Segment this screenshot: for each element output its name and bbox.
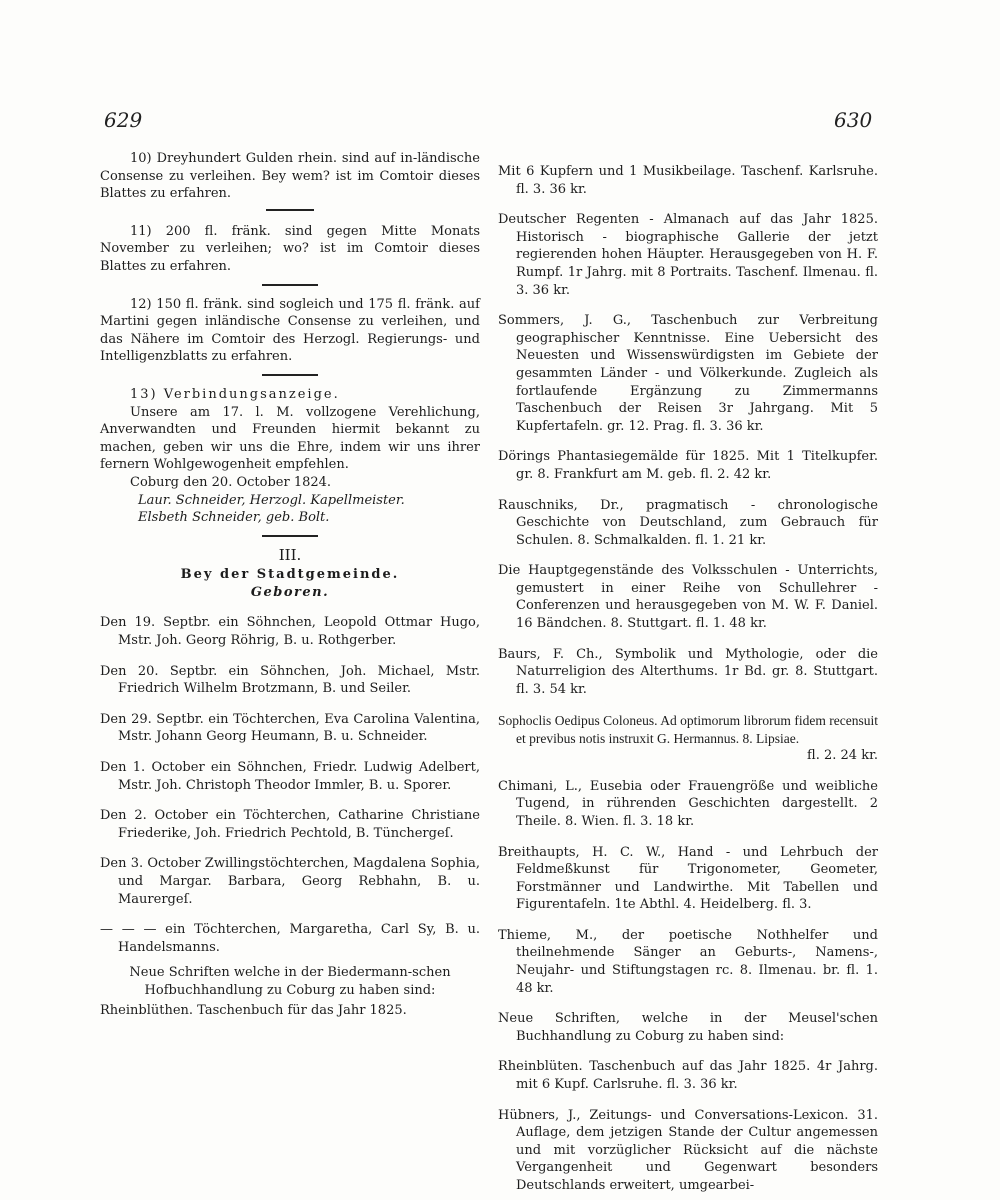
book-entry: Rauschniks, Dr., pragmatisch - chronologische Geschichte von Deutschland, zum Gebrauch für Schulen. 8. Schmalkalden. fl. 1. 21 kr. xyxy=(498,497,878,548)
latin-book-price: fl. 2. 24 kr. xyxy=(807,748,878,764)
section-subtitle: Geboren. xyxy=(250,584,330,600)
notice-11: 11) 200 fl. fränk. sind gegen Mitte Monats November zu verleihen; wo? ist im Comtoir dieses Blattes zu erfahren. xyxy=(100,223,480,274)
book-entry: Baurs, F. Ch., Symbolik und Mythologie, oder die Naturreligion des Alterthums. 1r Bd. gr. 8. Stuttgart. fl. 3. 54 kr. xyxy=(498,646,878,697)
page-number-left: 629 xyxy=(104,108,143,132)
book-entry: Dörings Phantasiegemälde für 1825. Mit 1 Titelkupfer. gr. 8. Frankfurt am M. geb. fl. 2. 42 kr. xyxy=(498,449,878,482)
left-column xyxy=(100,150,480,1025)
latin-book-entry: Sophoclis Oedipus Coloneus. Ad optimorum librorum fidem recensuit et previbus notis instruxit G. Hermannus. 8. Lipsiae. xyxy=(498,712,878,746)
book-entry: Mit 6 Kupfern und 1 Musikbeilage. Taschenf. Karlsruhe. fl. 3. 36 kr. xyxy=(498,164,878,197)
birth-entry: Den 29. Septbr. ein Töchterchen, Eva Carolina Valentina, Mstr. Johann Georg Heumann, B. u. Schneider. xyxy=(100,711,480,745)
book-entry: Rheinblüthen. Taschenbuch für das Jahr 1825. xyxy=(100,1002,407,1018)
new-books-heading-2: Neue Schriften, welche in der Meusel'schen Buchhandlung zu Coburg zu haben sind: xyxy=(498,1011,878,1044)
notice-13-text: Unsere am 17. l. M. vollzogene Verehlichung, Anverwandten und Freunden hiermit bekannt zu machen, geben wir uns die Ehre, indem wir uns ihrer fernern Wohlgewogenheit empfehlen. xyxy=(100,404,480,473)
divider xyxy=(262,284,318,286)
signature-1: Laur. Schneider, Herzogl. Kapellmeister. xyxy=(138,492,405,508)
birth-entry: Den 19. Septbr. ein Söhnchen, Leopold Ottmar Hugo, Mstr. Joh. Georg Röhrig, B. u. Rothgerber. xyxy=(100,615,480,649)
book-entry: Chimani, L., Eusebia oder Frauengröße und weibliche Tugend, in rührenden Geschichten dargestellt. 2 Theile. 8. Wien. fl. 3. 18 kr. xyxy=(498,778,878,829)
notice-10: 10) Dreyhundert Gulden rhein. sind auf in-ländische Consense zu verleihen. Bey wem? ist im Comtoir dieses Blattes zu erfahren. xyxy=(100,151,480,202)
new-books-heading: Neue Schriften welche in der Biedermann-schen Hofbuchhandlung zu Coburg zu haben sind: xyxy=(129,965,451,998)
notice-13-title-text: 13) Verbindungsanzeige. xyxy=(130,386,340,402)
book-entry: Rheinblüten. Taschenbuch auf das Jahr 1825. 4r Jahrg. mit 6 Kupf. Carlsruhe. fl. 3. 36 kr. xyxy=(498,1059,878,1093)
notice-13-title xyxy=(100,386,480,404)
birth-entry: Den 3. October Zwillingstöchterchen, Magdalena Sophia, und Margar. Barbara, Georg Rebhahn, B. u. Maurergeſ. xyxy=(100,856,480,907)
book-entry: Breithaupts, H. C. W., Hand - und Lehrbuch der Feldmeßkunst für Trigonometer, Geometer, Forstmänner und Landwirthe. Mit Tabellen und Figurentafeln. 1te Abthl. 4. Heidelberg. fl. 3. xyxy=(498,844,878,913)
birth-entry: Den 1. October ein Söhnchen, Friedr. Ludwig Adelbert, Mstr. Joh. Christoph Theodor Immler, B. u. Sporer. xyxy=(100,760,480,793)
right-column xyxy=(498,150,878,1195)
section-number: III. xyxy=(278,545,302,564)
birth-entry: Den 20. Septbr. ein Söhnchen, Joh. Michael, Mstr. Friedrich Wilhelm Brotzmann, B. und Seiler. xyxy=(100,663,480,697)
section-title: Bey der Stadtgemeinde. xyxy=(180,567,400,583)
page-number-right: 630 xyxy=(834,108,873,132)
birth-entry: — — — ein Töchterchen, Margaretha, Carl Sy, B. u. Handelsmanns. xyxy=(100,922,480,955)
birth-entry: Den 2. October ein Töchterchen, Catharine Christiane Friederike, Joh. Friedrich Pechtold, B. Tünchergeſ. xyxy=(100,808,480,841)
book-entry: Hübners, J., Zeitungs- und Conversations-Lexicon. 31. Auflage, dem jetzigen Stande der Cultur angemessen und mit vorzüglicher Rücksicht auf die nächste Vergangenheit und Gegenwart besonders Deutschlands erweitert, umgearbei- xyxy=(498,1107,878,1193)
book-entry: Sommers, J. G., Taschenbuch zur Verbreitung geographischer Kenntnisse. Eine Uebersicht des Neuesten und Wissenswürdigsten im Gebiete der gesammten Länder - und Völkerkunde. Zugleich als fortlaufende Ergänzung zu Zimmermanns Taschenbuch der Reisen 3r Jahrgang. Mit 5 Kupfertafeln. gr. 12. Prag. fl. 3. 36 kr. xyxy=(498,313,878,434)
signature-2: Elsbeth Schneider, geb. Bolt. xyxy=(138,510,330,526)
divider xyxy=(262,535,318,537)
notice-13-date: Coburg den 20. October 1824. xyxy=(130,474,332,490)
book-entry: Thieme, M., der poetische Nothhelfer und theilnehmende Sänger an Geburts-, Namens-, Neujahr- und Stiftungstagen rc. 8. Ilmenau. br. fl. 1. 48 kr. xyxy=(498,927,878,996)
book-entry: Die Hauptgegenstände des Volksschulen - Unterrichts, gemustert in einer Reihe von Schullehrer - Conferenzen und herausgegeben von M. W. F. Daniel. 16 Bändchen. 8. Stuttgart. fl. 1. 48 kr. xyxy=(498,563,878,632)
divider xyxy=(262,374,318,376)
book-entry: Deutscher Regenten - Almanach auf das Jahr 1825. Historisch - biographische Gallerie der jetzt regierenden hohen Häupter. Herausgegeben von H. F. Rumpf. 1r Jahrg. mit 8 Portraits. Taschenf. Ilmenau. fl. 3. 36 kr. xyxy=(498,212,878,298)
notice-12: 12) 150 fl. fränk. sind sogleich und 175 fl. fränk. auf Martini gegen inländische Consense zu verleihen, und das Nähere im Comtoir des Herzogl. Regierungs- und Intelligenzblatts zu erfahren. xyxy=(100,296,480,365)
divider xyxy=(266,209,314,211)
